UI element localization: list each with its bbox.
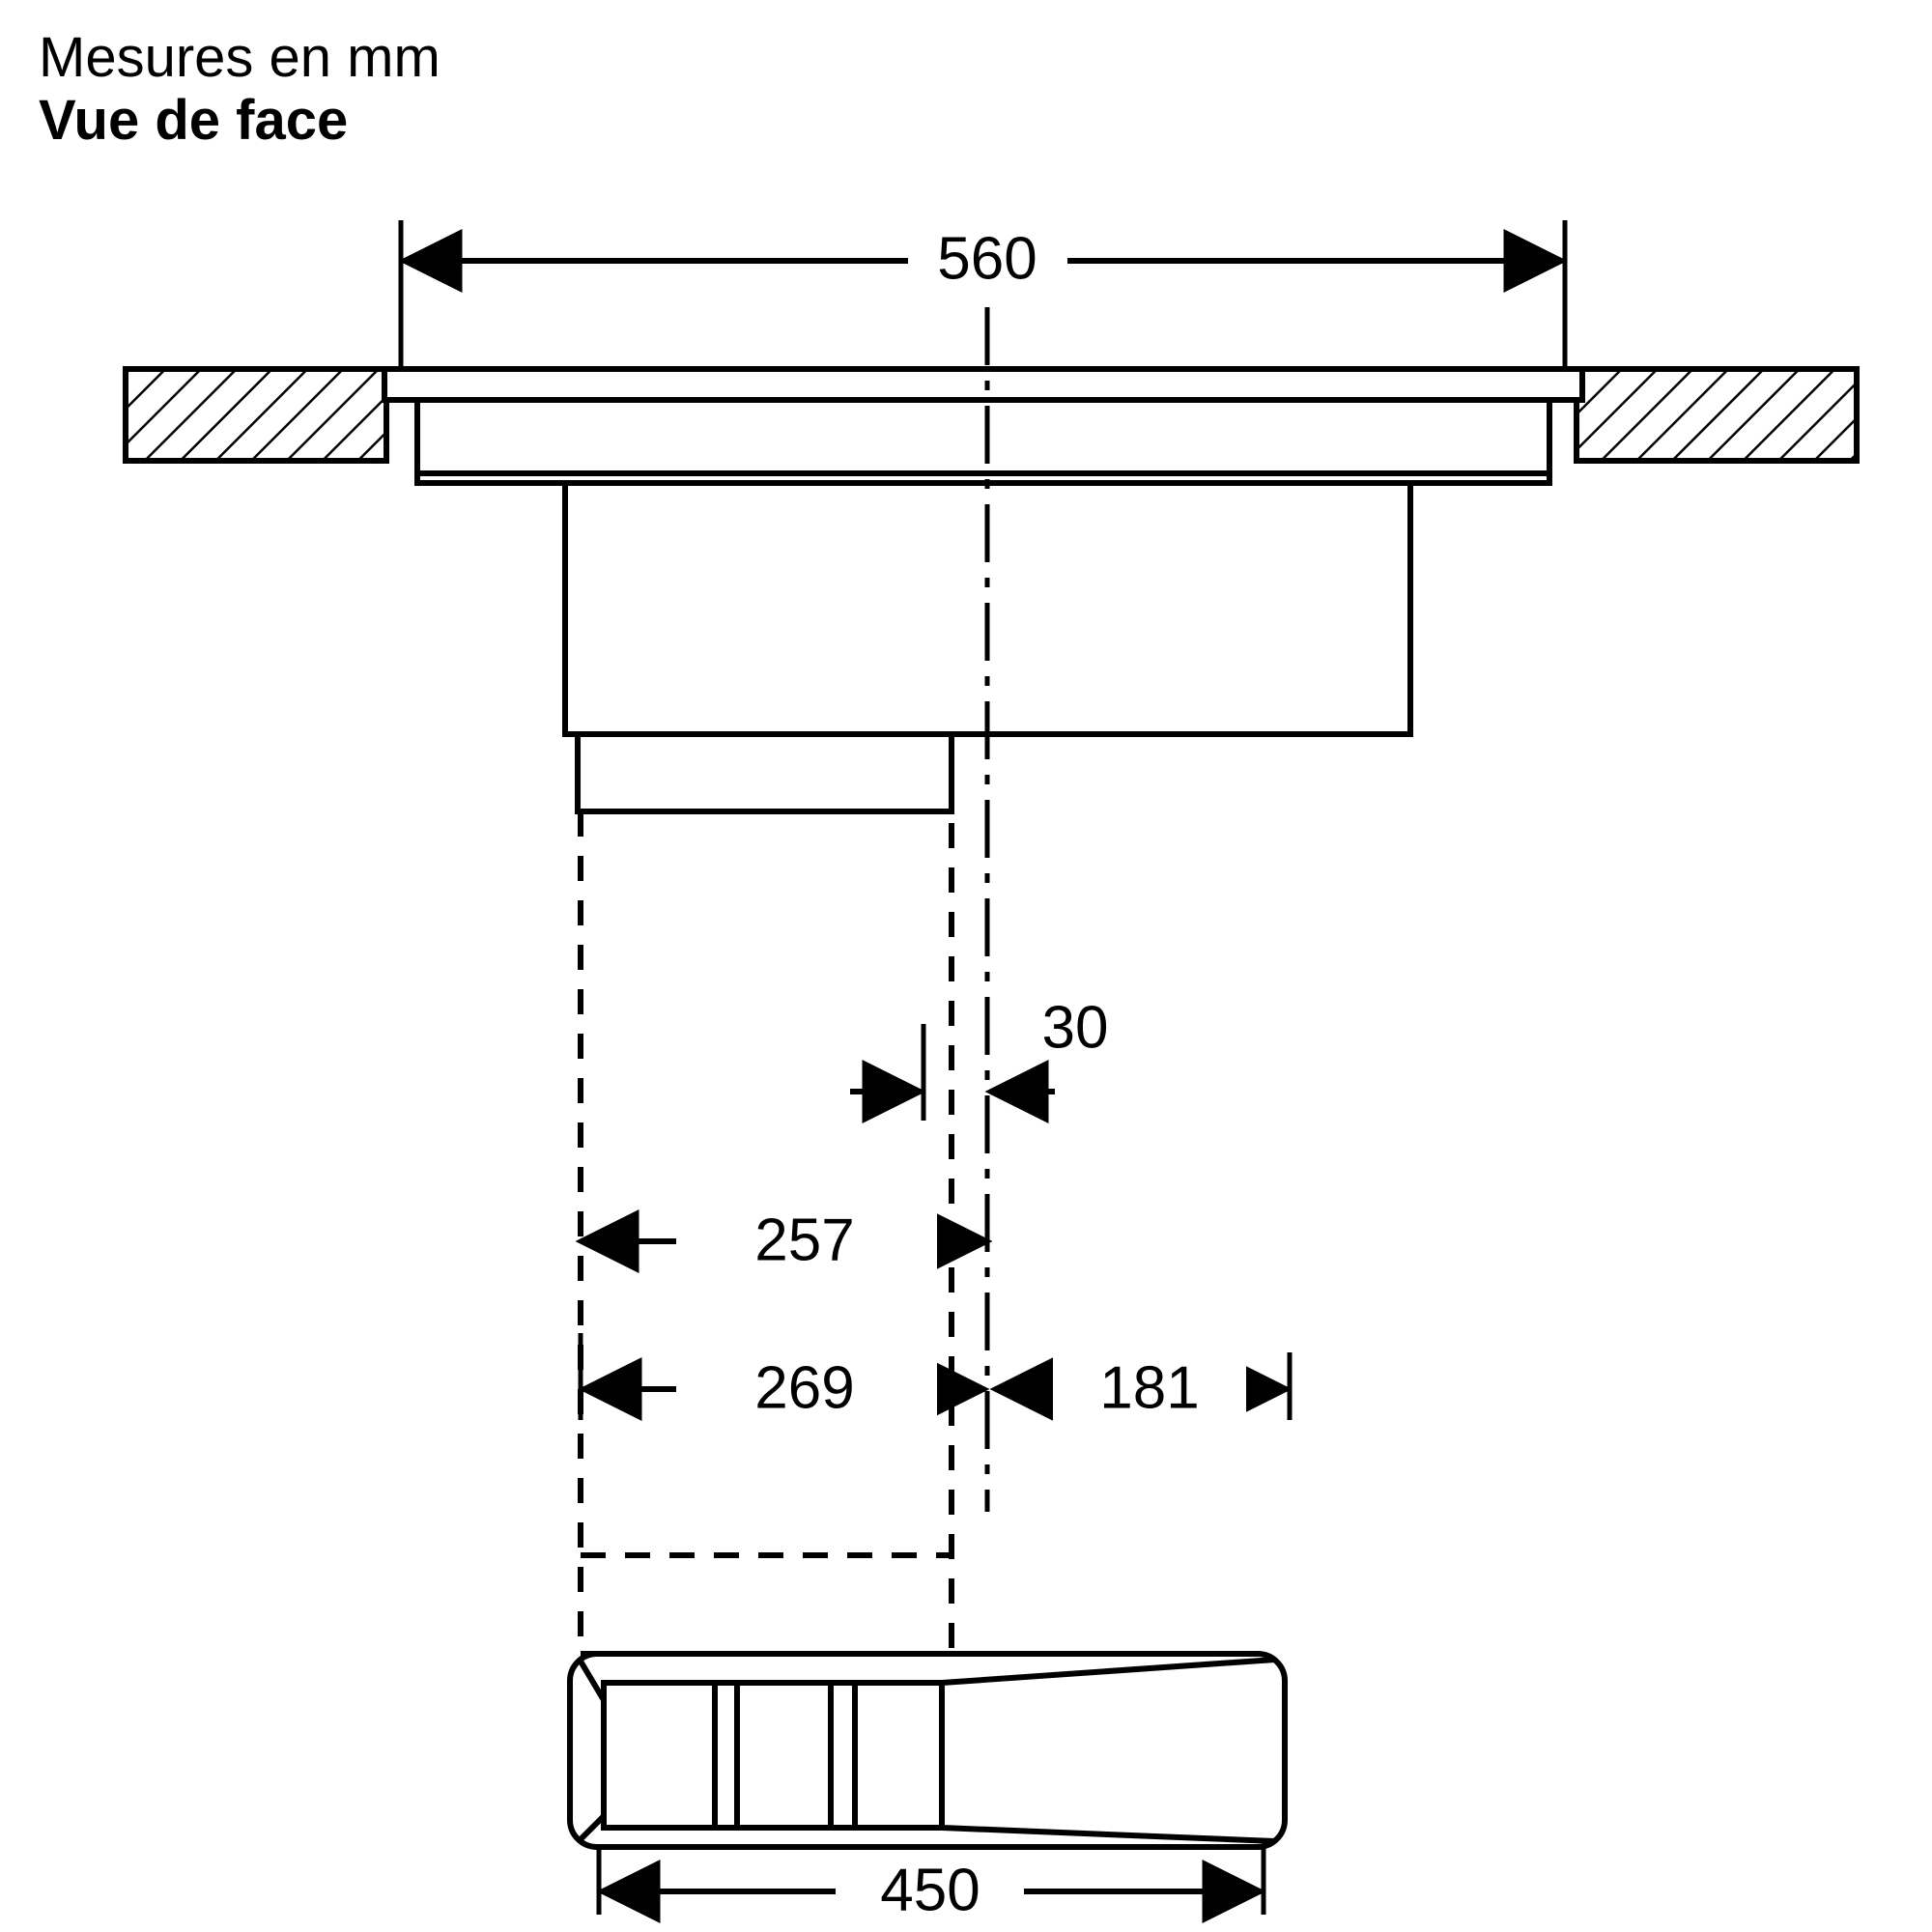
dimension-label-560: 560 — [937, 225, 1037, 293]
duct-collar — [578, 734, 952, 811]
fan-motor-unit — [570, 1654, 1285, 1847]
dimension-label-30: 30 — [1041, 994, 1109, 1062]
unit-note: Mesures en mm — [39, 26, 440, 89]
dimension-560 — [401, 220, 1565, 382]
dimension-label-450: 450 — [880, 1857, 980, 1924]
hidden-duct-outline — [581, 734, 952, 1654]
dimension-269-181 — [581, 1333, 1290, 1424]
dimension-label-181: 181 — [1099, 1354, 1200, 1422]
cooktop-body — [417, 400, 1549, 483]
worktop-right-hatched — [1577, 369, 1857, 461]
worktop-left-hatched — [126, 369, 386, 461]
dimension-257 — [581, 1206, 987, 1277]
cooktop-glass-plate — [384, 369, 1582, 400]
dimension-label-257: 257 — [754, 1207, 855, 1274]
dimension-30 — [850, 994, 1108, 1121]
view-title: Vue de face — [39, 88, 349, 152]
dimension-450 — [599, 1847, 1264, 1923]
dimension-label-269: 269 — [754, 1354, 855, 1422]
